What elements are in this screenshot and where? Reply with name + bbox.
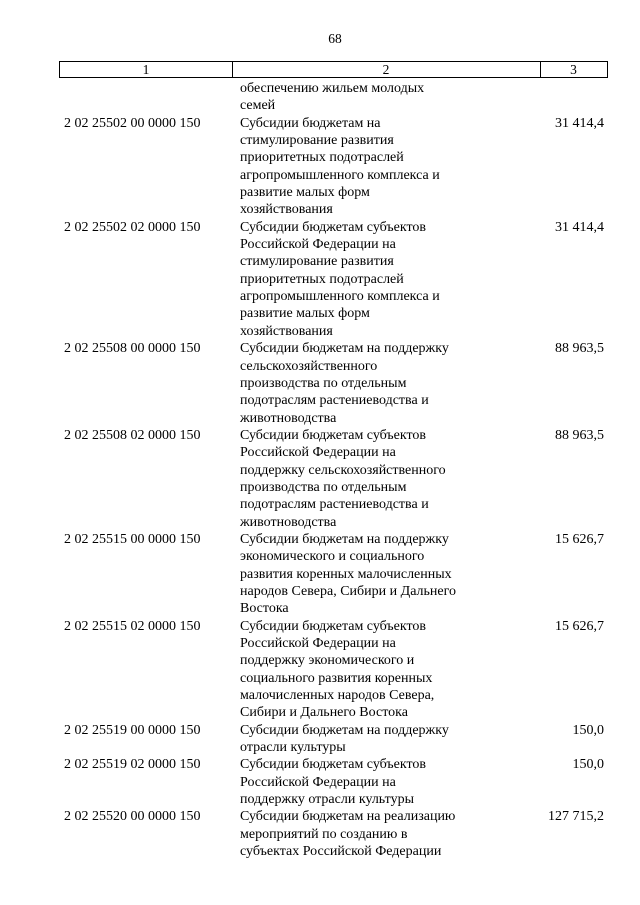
table-body <box>0 80 640 860</box>
description-line: агропромышленного комплекса и <box>240 289 440 305</box>
table-row <box>0 427 640 531</box>
description-line: Российской Федерации на <box>240 636 396 651</box>
description-line: обеспечению жильем молодых <box>240 81 425 96</box>
description-line: приоритетных подотраслей <box>240 150 404 166</box>
description-line: Российской Федерации на <box>240 774 396 790</box>
description-line: малочисленных народов Севера, <box>240 688 435 704</box>
description-line: Российской Федерации на <box>240 237 396 253</box>
description-line: отрасли культуры <box>240 740 346 756</box>
budget-code: 2 02 25519 02 0000 150 <box>64 757 201 773</box>
description-line: Субсидии бюджетам на поддержку <box>240 341 449 357</box>
income-description <box>240 427 492 531</box>
budget-code: 2 02 25520 00 0000 150 <box>64 809 201 825</box>
amount: 15 626,7 <box>555 618 604 634</box>
description-line: поддержку сельскохозяйственного <box>240 462 446 478</box>
budget-code: 2 02 25508 00 0000 150 <box>64 341 201 357</box>
income-description <box>240 340 492 427</box>
income-description <box>240 808 492 860</box>
table-row <box>0 808 640 860</box>
table-row <box>0 618 640 722</box>
table-header <box>59 61 608 78</box>
income-description <box>240 80 492 115</box>
table-row <box>0 80 640 115</box>
description-line: животноводства <box>240 514 337 530</box>
description-line: стимулирование развития <box>240 254 394 270</box>
column-header-1: 1 <box>60 62 233 77</box>
description-line: производства по отдельным <box>240 479 407 495</box>
description-line: хозяйствования <box>240 323 333 339</box>
amount: 88 963,5 <box>555 427 604 443</box>
description-line: мероприятий по созданию в <box>240 826 408 842</box>
column-header-3: 3 <box>570 62 577 77</box>
description-line: Сибири и Дальнего Востока <box>240 705 408 721</box>
description-line: Российской Федерации на <box>240 445 396 461</box>
description-line: поддержку экономического и <box>240 653 415 669</box>
description-line: семей <box>240 98 276 114</box>
description-line: подотраслям растениеводства и <box>240 497 429 513</box>
description-line: Субсидии бюджетам субъектов <box>240 757 427 773</box>
description-line: Субсидии бюджетам субъектов <box>240 219 427 235</box>
table-row <box>0 722 640 757</box>
income-description <box>240 618 492 722</box>
description-line: Субсидии бюджетам субъектов <box>240 427 427 443</box>
page-number: 68 <box>328 31 342 46</box>
amount: 31 414,4 <box>555 219 604 235</box>
budget-code: 2 02 25515 00 0000 150 <box>64 531 201 547</box>
description-line: народов Севера, Сибири и Дальнего <box>240 583 457 599</box>
table-row <box>0 219 640 340</box>
description-line: субъектах Российской Федерации <box>240 844 442 860</box>
table-row <box>0 756 640 808</box>
description-line: Субсидии бюджетам на поддержку <box>240 531 449 547</box>
description-line: приоритетных подотраслей <box>240 271 404 287</box>
description-line: Востока <box>240 601 289 617</box>
description-line: животноводства <box>240 410 337 426</box>
amount: 150,0 <box>572 722 604 738</box>
budget-code: 2 02 25502 02 0000 150 <box>64 219 201 235</box>
budget-code: 2 02 25519 00 0000 150 <box>64 722 201 738</box>
amount: 31 414,4 <box>555 115 604 131</box>
description-line: социального развития коренных <box>240 670 433 686</box>
description-line: экономического и социального <box>240 549 425 565</box>
table-row <box>0 531 640 618</box>
description-line: сельскохозяйственного <box>240 358 378 374</box>
amount: 15 626,7 <box>555 531 604 547</box>
income-description <box>240 531 492 618</box>
table-row <box>0 115 640 219</box>
description-line: Субсидии бюджетам на <box>240 115 381 131</box>
description-line: подотраслям растениеводства и <box>240 393 429 409</box>
description-line: Субсидии бюджетам на поддержку <box>240 722 449 738</box>
amount: 88 963,5 <box>555 341 604 357</box>
budget-code: 2 02 25515 02 0000 150 <box>64 618 201 634</box>
table-row <box>0 340 640 427</box>
column-header-2: 2 <box>232 62 541 77</box>
income-description <box>240 115 492 219</box>
description-line: поддержку отрасли культуры <box>240 792 415 808</box>
description-line: развитие малых форм <box>240 185 370 201</box>
amount: 150,0 <box>572 757 604 773</box>
budget-code <box>0 80 240 115</box>
description-line: развитие малых форм <box>240 306 370 322</box>
description-line: хозяйствования <box>240 202 333 218</box>
description-line: агропромышленного комплекса и <box>240 167 440 183</box>
description-line: производства по отдельным <box>240 375 407 391</box>
description-line: Субсидии бюджетам на реализацию <box>240 809 456 825</box>
amount <box>492 80 604 115</box>
income-description <box>240 722 492 757</box>
budget-code: 2 02 25502 00 0000 150 <box>64 115 201 131</box>
description-line: Субсидии бюджетам субъектов <box>240 618 427 634</box>
amount: 127 715,2 <box>548 809 604 825</box>
income-description <box>240 219 492 340</box>
description-line: развития коренных малочисленных <box>240 566 452 582</box>
description-line: стимулирование развития <box>240 133 394 149</box>
income-description <box>240 756 492 808</box>
budget-code: 2 02 25508 02 0000 150 <box>64 427 201 443</box>
